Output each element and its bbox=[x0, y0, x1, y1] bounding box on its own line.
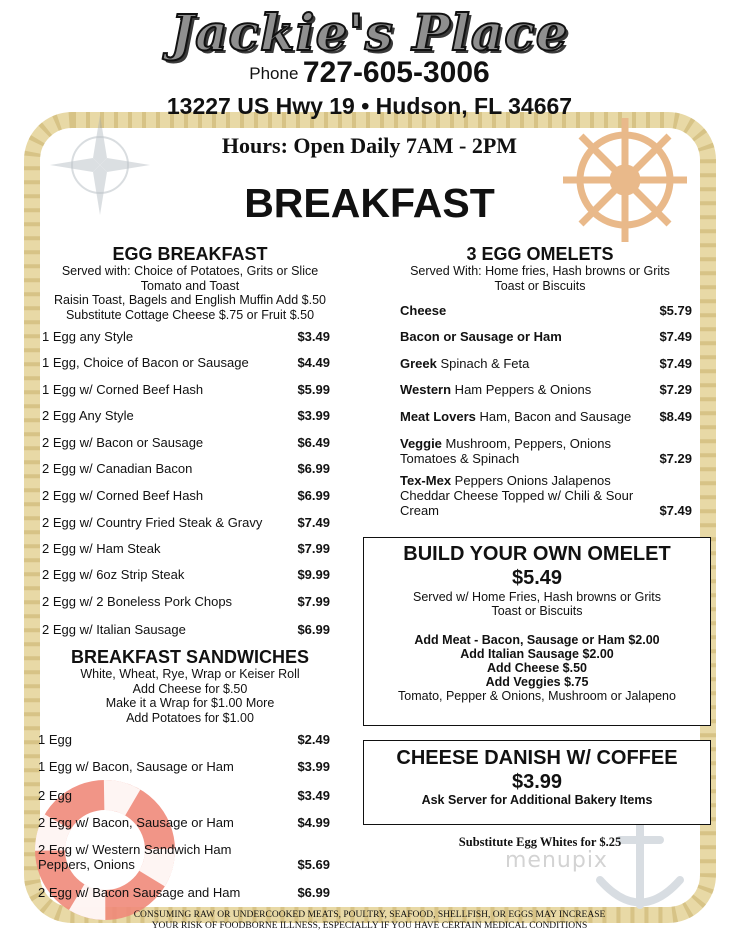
item-desc: Ham Peppers & Onions bbox=[451, 382, 592, 397]
item-name: 2 Egg w/ Bacon or Sausage bbox=[42, 435, 204, 450]
item-name: 2 Egg w/ Italian Sausage bbox=[42, 622, 186, 637]
menu-item bbox=[38, 842, 330, 872]
danish-note: Ask Server for Additional Bakery Items bbox=[421, 793, 653, 807]
item-name-bold: Meat Lovers bbox=[400, 409, 476, 424]
note-line: Raisin Toast, Bagels and English Muffin Add $.50 bbox=[54, 293, 326, 307]
item-desc: Peppers Onions Jalapenos bbox=[451, 473, 611, 488]
sandwiches-notes bbox=[30, 667, 350, 725]
addon-line: Add Veggies $.75 bbox=[485, 675, 589, 689]
item-price: $7.49 bbox=[659, 356, 692, 371]
item-name: 2 Egg w/ Corned Beef Hash bbox=[42, 488, 204, 503]
disclaimer-line: YOUR RISK OF FOODBORNE ILLNESS, ESPECIALLY IF YOU HAVE CERTAIN MEDICAL CONDITIONS bbox=[151, 921, 588, 931]
item-price: $9.99 bbox=[297, 567, 330, 582]
item-price: $7.29 bbox=[659, 382, 692, 397]
veggie-options: Tomato, Pepper & Onions, Mushroom or Jalapeno bbox=[398, 689, 676, 703]
address: 13227 US Hwy 19 • Hudson, FL 34667 bbox=[166, 93, 573, 119]
item-price: $7.99 bbox=[297, 541, 330, 556]
item-name: 2 Egg w/ Canadian Bacon bbox=[42, 461, 193, 476]
addon-line: Add Italian Sausage $2.00 bbox=[460, 647, 614, 661]
item-desc: Cheddar Cheese Topped w/ Chili & Sour bbox=[400, 488, 634, 503]
disclaimer bbox=[0, 910, 739, 932]
phone-number: 727-605-3006 bbox=[302, 56, 490, 89]
item-price: $6.99 bbox=[297, 622, 330, 637]
item-name bbox=[400, 436, 611, 466]
menu-item bbox=[400, 436, 692, 466]
build-your-own-note: Served w/ Home Fries, Hash browns or Grits bbox=[413, 590, 661, 604]
item-name bbox=[400, 473, 633, 518]
item-name-bold: Tex-Mex bbox=[400, 473, 452, 488]
sandwiches-title: BREAKFAST SANDWICHES bbox=[70, 647, 309, 667]
item-desc: Ham, Bacon and Sausage bbox=[475, 409, 632, 424]
build-your-own-box bbox=[363, 537, 711, 726]
item-name-bold: Cheese bbox=[400, 303, 447, 318]
item-price: $7.49 bbox=[659, 503, 692, 518]
cheese-danish-box bbox=[363, 740, 711, 825]
note-line: Add Cheese for $.50 bbox=[132, 681, 248, 696]
item-name: 2 Egg w/ 2 Boneless Pork Chops bbox=[42, 594, 233, 609]
item-price: $7.49 bbox=[297, 515, 330, 530]
item-price: $4.99 bbox=[297, 815, 330, 830]
item-name: 2 Egg w/ 6oz Strip Steak bbox=[42, 567, 185, 582]
item-desc: Tomatoes & Spinach bbox=[400, 451, 520, 466]
item-name: 2 Egg w/ Bacon Sausage and Ham bbox=[38, 885, 241, 900]
item-name: 1 Egg w/ Corned Beef Hash bbox=[42, 382, 204, 397]
item-name: 1 Egg, Choice of Bacon or Sausage bbox=[42, 355, 249, 370]
omelets-notes bbox=[380, 264, 700, 293]
item-name bbox=[400, 356, 529, 371]
item-price: $3.49 bbox=[297, 329, 330, 344]
item-price: $7.99 bbox=[297, 594, 330, 609]
menu-item bbox=[400, 473, 692, 518]
item-name: 1 Egg bbox=[38, 732, 72, 747]
note-line: Toast or Biscuits bbox=[494, 278, 586, 293]
item-name-line: Peppers, Onions bbox=[38, 857, 135, 872]
item-name-bold: Western bbox=[400, 382, 452, 397]
note-line: Served with: Choice of Potatoes, Grits or Slice bbox=[61, 264, 319, 278]
note-line: White, Wheat, Rye, Wrap or Keiser Roll bbox=[80, 667, 300, 681]
addon-line: Add Meat - Bacon, Sausage or Ham $2.00 bbox=[414, 633, 660, 647]
item-price: $3.49 bbox=[297, 788, 330, 803]
hours: Hours: Open Daily 7AM - 2PM bbox=[221, 133, 518, 158]
item-price: $5.99 bbox=[297, 382, 330, 397]
item-price: $6.49 bbox=[297, 435, 330, 450]
omelets-title: 3 EGG OMELETS bbox=[466, 244, 614, 264]
note-line: Tomato and Toast bbox=[140, 278, 240, 293]
item-name bbox=[400, 382, 591, 397]
item-name: 1 Egg w/ Bacon, Sausage or Ham bbox=[38, 759, 234, 774]
note-line: Make it a Wrap for $1.00 More bbox=[105, 696, 275, 710]
item-name: 2 Egg bbox=[38, 788, 72, 803]
restaurant-logo: Jackie's Place bbox=[170, 3, 569, 62]
item-name-bold: Veggie bbox=[400, 436, 442, 451]
item-name-line: 2 Egg w/ Western Sandwich Ham bbox=[38, 842, 232, 857]
item-price: $3.99 bbox=[297, 408, 330, 423]
phone-label: Phone bbox=[249, 64, 299, 83]
item-name-bold: Bacon or Sausage or Ham bbox=[400, 329, 562, 344]
note-line: Substitute Cottage Cheese $.75 or Fruit $.50 bbox=[65, 307, 315, 322]
item-desc: Spinach & Feta bbox=[436, 356, 530, 371]
egg-breakfast-notes bbox=[30, 264, 350, 322]
item-price: $4.49 bbox=[297, 355, 330, 370]
item-name: 1 Egg any Style bbox=[42, 329, 134, 344]
item-price: $2.49 bbox=[297, 732, 330, 747]
item-price: $5.79 bbox=[659, 303, 692, 318]
item-price: $6.99 bbox=[297, 461, 330, 476]
item-name bbox=[38, 842, 231, 872]
item-name: 2 Egg Any Style bbox=[42, 408, 134, 423]
danish-title: CHEESE DANISH W/ COFFEE bbox=[396, 747, 678, 769]
item-name: 2 Egg w/ Bacon, Sausage or Ham bbox=[38, 815, 234, 830]
menu-title: BREAKFAST bbox=[244, 180, 495, 226]
item-price: $5.69 bbox=[297, 857, 330, 872]
danish-price: $3.99 bbox=[511, 771, 563, 793]
item-name: 2 Egg w/ Country Fried Steak & Gravy bbox=[42, 515, 263, 530]
egg-breakfast-title: EGG BREAKFAST bbox=[112, 244, 268, 264]
note-line: Add Potatoes for $1.00 bbox=[126, 710, 254, 725]
item-name bbox=[400, 303, 446, 318]
build-your-own-note: Toast or Biscuits bbox=[491, 604, 583, 618]
item-price: $6.99 bbox=[297, 488, 330, 503]
phone-line bbox=[0, 56, 739, 95]
item-price: $7.49 bbox=[659, 329, 692, 344]
disclaimer-line: CONSUMING RAW OR UNDERCOOKED MEATS, POULTRY, SEAFOOD, SHELLFISH, OR EGGS MAY INCREASE bbox=[133, 910, 606, 920]
item-name: 2 Egg w/ Ham Steak bbox=[42, 541, 161, 556]
item-name bbox=[400, 409, 631, 424]
build-your-own-price: $5.49 bbox=[511, 567, 563, 589]
item-desc: Mushroom, Peppers, Onions bbox=[441, 436, 611, 451]
item-price: $7.29 bbox=[659, 451, 692, 466]
item-price: $6.99 bbox=[297, 885, 330, 900]
item-name bbox=[400, 329, 562, 344]
note-line: Served With: Home fries, Hash browns or Grits bbox=[410, 264, 670, 278]
watermark: menupix bbox=[505, 848, 608, 873]
item-desc: Cream bbox=[400, 503, 440, 518]
item-price: $8.49 bbox=[659, 409, 692, 424]
addon-line: Add Cheese $.50 bbox=[486, 661, 588, 675]
item-price: $3.99 bbox=[297, 759, 330, 774]
substitute-note: Substitute Egg Whites for $.25 bbox=[458, 835, 622, 849]
item-name-bold: Greek bbox=[400, 356, 437, 371]
build-your-own-title: BUILD YOUR OWN OMELET bbox=[403, 543, 671, 565]
